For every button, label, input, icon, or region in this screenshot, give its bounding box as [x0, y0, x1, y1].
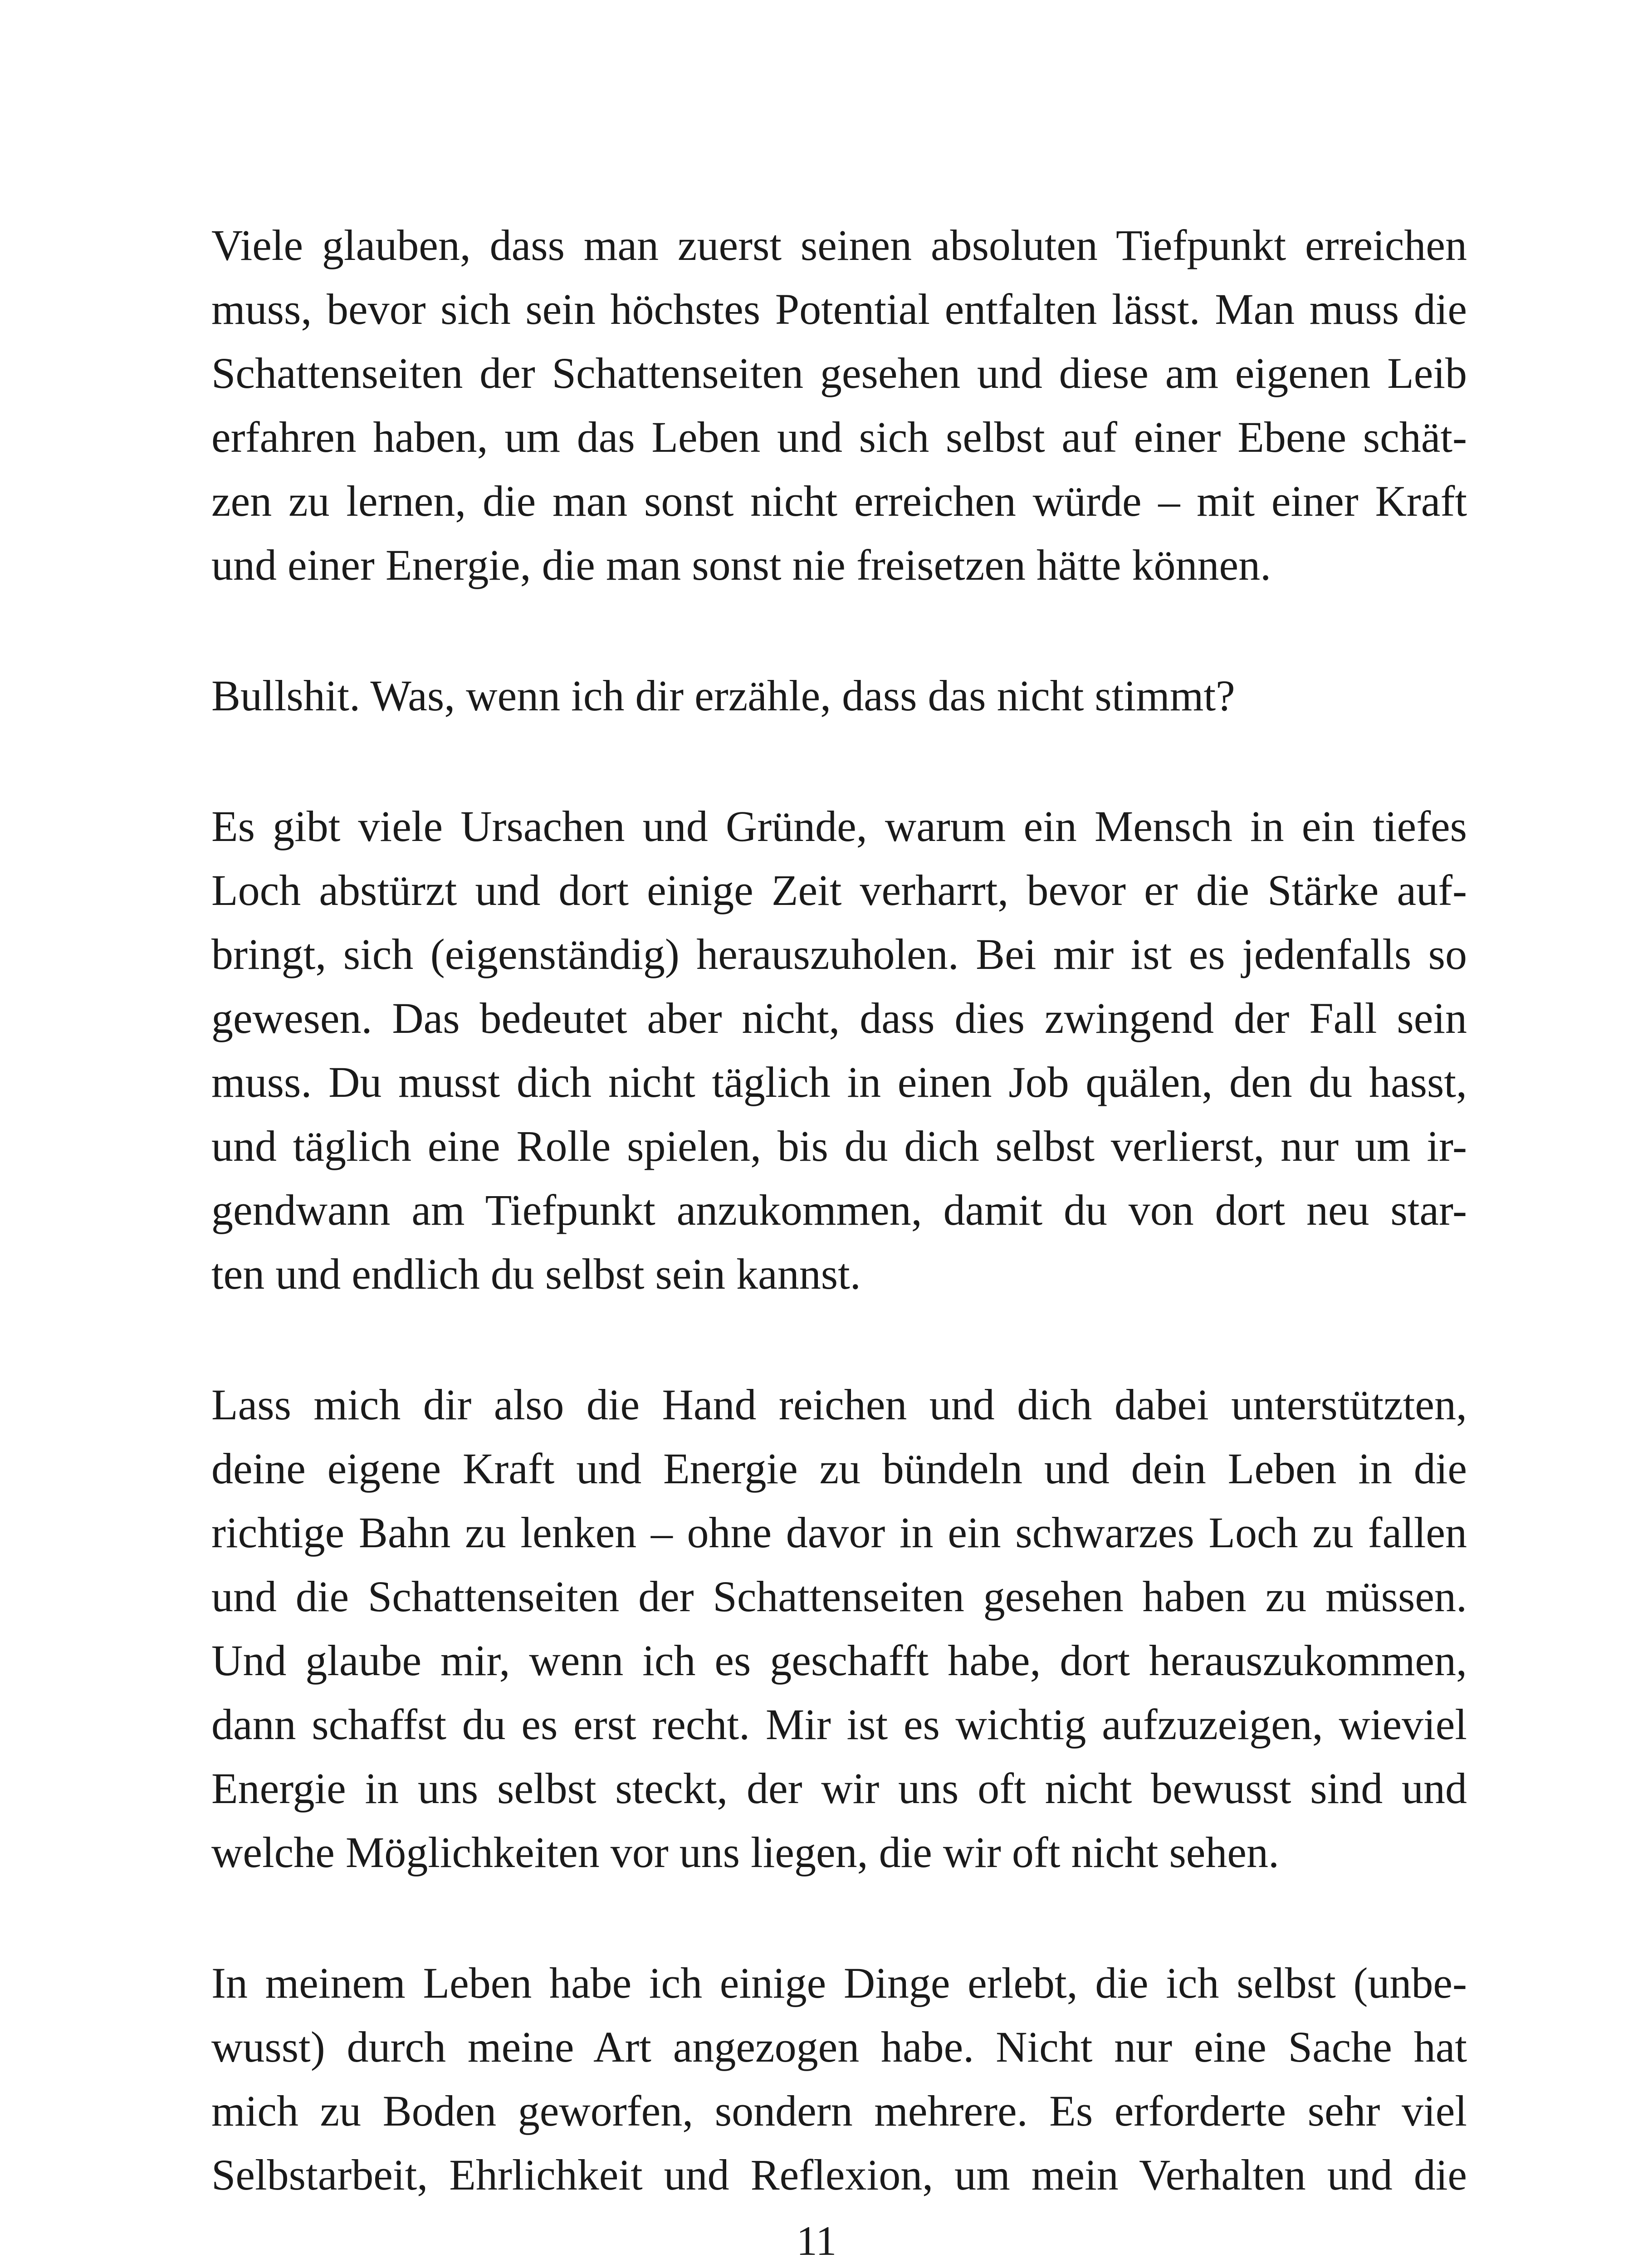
text-line: und einer Energie, die man sonst nie freisetzen hätte können.	[211, 541, 1271, 589]
text-line: und täglich eine Rolle spielen, bis du dich selbst verlierst, nur um ir-	[211, 1122, 1467, 1170]
text-line: zen zu lernen, die man sonst nicht erreichen würde – mit einer Kraft	[211, 477, 1467, 525]
paragraph-gap	[211, 1306, 1467, 1373]
text-line: richtige Bahn zu lenken – ohne davor in ein schwarzes Loch zu fallen	[211, 1508, 1467, 1557]
text-line: Loch abstürzt und dort einige Zeit verharrt, bevor er die Stärke auf-	[211, 866, 1467, 914]
text-line: erfahren haben, um das Leben und sich selbst auf einer Ebene schät-	[211, 413, 1467, 461]
text-line: Und glaube mir, wenn ich es geschafft habe, dort herauszukommen,	[211, 1636, 1467, 1685]
text-line: deine eigene Kraft und Energie zu bündeln und dein Leben in die	[211, 1444, 1467, 1493]
text-line: In meinem Leben habe ich einige Dinge erlebt, die ich selbst (unbe-	[211, 1959, 1467, 2007]
body-text	[211, 213, 1467, 2207]
text-line: welche Möglichkeiten vor uns liegen, die wir oft nicht sehen.	[211, 1828, 1280, 1877]
text-line: dann schaffst du es erst recht. Mir ist es wichtig aufzuzeigen, wieviel	[211, 1700, 1467, 1749]
text-line: Es gibt viele Ursachen und Gründe, warum ein Mensch in ein tiefes	[211, 802, 1467, 850]
text-line: und die Schattenseiten der Schattenseiten gesehen haben zu müssen.	[211, 1572, 1467, 1621]
paragraph-gap	[211, 597, 1467, 664]
text-line: bringt, sich (eigenständig) herauszuholen. Bei mir ist es jedenfalls so	[211, 930, 1467, 978]
paragraph-3	[211, 794, 1467, 1306]
text-line: Selbstarbeit, Ehrlichkeit und Reflexion, um mein Verhalten und die	[211, 2151, 1467, 2199]
paragraph-5	[211, 1951, 1467, 2207]
text-line: Lass mich dir also die Hand reichen und dich dabei unterstützten,	[211, 1380, 1467, 1429]
text-line: Bullshit. Was, wenn ich dir erzähle, dass das nicht stimmt?	[211, 671, 1235, 720]
text-line: Viele glauben, dass man zuerst seinen absoluten Tiefpunkt erreichen	[211, 221, 1467, 269]
text-line: Energie in uns selbst steckt, der wir uns oft nicht bewusst sind und	[211, 1764, 1467, 1813]
paragraph-4	[211, 1373, 1467, 1884]
paragraph-gap	[211, 1884, 1467, 1951]
paragraph-gap	[211, 728, 1467, 794]
text-line: mich zu Boden geworfen, sondern mehrere. Es erforderte sehr viel	[211, 2087, 1467, 2135]
text-line: gendwann am Tiefpunkt anzukommen, damit du von dort neu star-	[211, 1186, 1467, 1234]
text-line: Schattenseiten der Schattenseiten gesehen und diese am eigenen Leib	[211, 349, 1467, 397]
paragraph-1	[211, 213, 1467, 597]
text-line: muss. Du musst dich nicht täglich in einen Job quälen, den du hasst,	[211, 1058, 1467, 1106]
text-line: wusst) durch meine Art angezogen habe. Nicht nur eine Sache hat	[211, 2023, 1467, 2071]
text-line: muss, bevor sich sein höchstes Potential entfalten lässt. Man muss die	[211, 285, 1467, 333]
paragraph-2	[211, 664, 1467, 728]
text-line: gewesen. Das bedeutet aber nicht, dass dies zwingend der Fall sein	[211, 994, 1467, 1042]
text-line: ten und endlich du selbst sein kannst.	[211, 1250, 861, 1298]
page-number: 11	[796, 2218, 837, 2264]
